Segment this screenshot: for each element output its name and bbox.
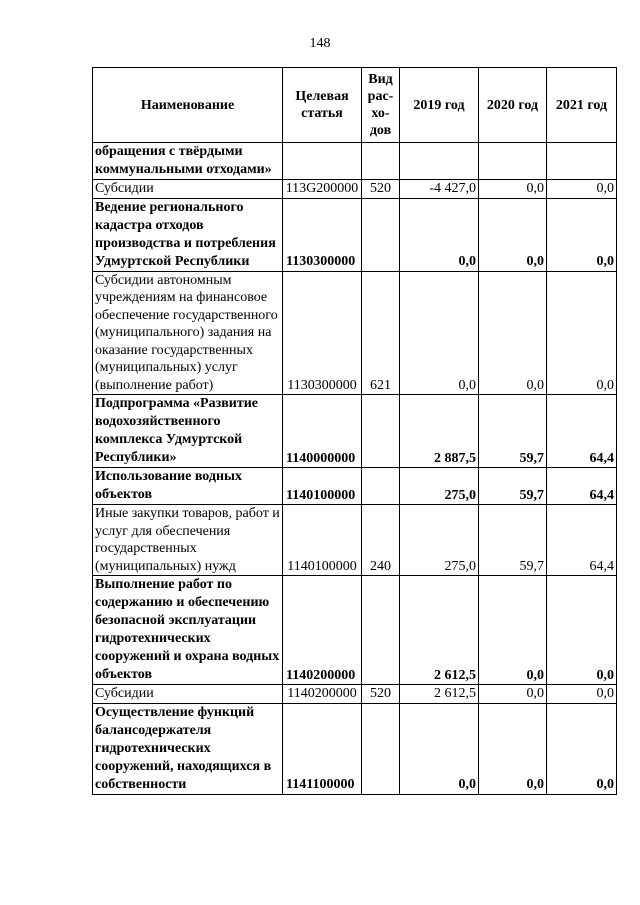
cell-2020: 0,0 xyxy=(479,198,547,271)
table-row xyxy=(93,271,617,395)
cell-2021: 64,4 xyxy=(547,395,617,468)
cell-name: Иные закупки товаров, работ и услуг для обеспечения государственных (муниципальных) нужд xyxy=(93,505,283,576)
cell-name: Осуществление функций балансодержателя гидротехнических сооружений, находящихся в собственности xyxy=(93,703,283,794)
cell-code: 1130300000 xyxy=(283,271,362,395)
cell-code xyxy=(283,143,362,180)
table-row xyxy=(93,198,617,271)
cell-name: Подпрограмма «Развитие водохозяйственного комплекса Удмуртской Республики» xyxy=(93,395,283,468)
table-row xyxy=(93,505,617,576)
cell-2019 xyxy=(400,143,479,180)
cell-code: 1130300000 xyxy=(283,198,362,271)
cell-name: Использование водных объектов xyxy=(93,468,283,505)
cell-code: 1140100000 xyxy=(283,505,362,576)
cell-name: обращения с твёрдыми коммунальными отходами» xyxy=(93,143,283,180)
cell-type xyxy=(362,395,400,468)
cell-2020: 0,0 xyxy=(479,576,547,685)
table-row xyxy=(93,576,617,685)
cell-code: 1140100000 xyxy=(283,468,362,505)
cell-name: Субсидии автономным учреждениям на финансовое обеспечение государственного (муниципального) задания на оказание государственных (муниципальных) услуг (выполнение работ) xyxy=(93,271,283,395)
cell-name: Субсидии xyxy=(93,685,283,704)
cell-2021: 64,4 xyxy=(547,505,617,576)
table-row xyxy=(93,468,617,505)
cell-2019: 0,0 xyxy=(400,271,479,395)
header-type: Вид рас-хо-дов xyxy=(362,68,400,143)
cell-2019: -4 427,0 xyxy=(400,180,479,199)
cell-name: Выполнение работ по содержанию и обеспечению безопасной эксплуатации гидротехнических сооружений и охрана водных объектов xyxy=(93,576,283,685)
cell-2021: 0,0 xyxy=(547,685,617,704)
cell-2021 xyxy=(547,143,617,180)
cell-2020: 59,7 xyxy=(479,468,547,505)
cell-type xyxy=(362,576,400,685)
cell-code: 1140000000 xyxy=(283,395,362,468)
table-header-row xyxy=(93,68,617,143)
cell-2021: 0,0 xyxy=(547,576,617,685)
cell-2021: 0,0 xyxy=(547,198,617,271)
page-number: 148 xyxy=(309,36,331,51)
cell-2019: 2 887,5 xyxy=(400,395,479,468)
cell-2020: 0,0 xyxy=(479,685,547,704)
cell-2020 xyxy=(479,143,547,180)
table-row xyxy=(93,703,617,794)
cell-type xyxy=(362,468,400,505)
cell-type: 240 xyxy=(362,505,400,576)
cell-type xyxy=(362,703,400,794)
cell-code: 113G200000 xyxy=(283,180,362,199)
cell-2020: 59,7 xyxy=(479,505,547,576)
header-2019: 2019 год xyxy=(400,68,479,143)
cell-2020: 59,7 xyxy=(479,395,547,468)
table-row xyxy=(93,143,617,180)
cell-code: 1141100000 xyxy=(283,703,362,794)
cell-code: 1140200000 xyxy=(283,685,362,704)
cell-2021: 0,0 xyxy=(547,703,617,794)
cell-2019: 275,0 xyxy=(400,468,479,505)
cell-type: 520 xyxy=(362,180,400,199)
cell-name: Субсидии xyxy=(93,180,283,199)
cell-type xyxy=(362,143,400,180)
cell-name: Ведение регионального кадастра отходов производства и потребления Удмуртской Республики xyxy=(93,198,283,271)
cell-type: 621 xyxy=(362,271,400,395)
table-row xyxy=(93,180,617,199)
budget-table xyxy=(92,67,617,795)
cell-code: 1140200000 xyxy=(283,576,362,685)
cell-2021: 0,0 xyxy=(547,271,617,395)
table-row xyxy=(93,685,617,704)
table-row xyxy=(93,395,617,468)
cell-2021: 64,4 xyxy=(547,468,617,505)
header-name: Наименование xyxy=(93,68,283,143)
cell-type xyxy=(362,198,400,271)
cell-2019: 2 612,5 xyxy=(400,576,479,685)
cell-2019: 2 612,5 xyxy=(400,685,479,704)
header-2020: 2020 год xyxy=(479,68,547,143)
cell-2019: 0,0 xyxy=(400,703,479,794)
cell-2021: 0,0 xyxy=(547,180,617,199)
table-body xyxy=(93,143,617,795)
header-2021: 2021 год xyxy=(547,68,617,143)
cell-type: 520 xyxy=(362,685,400,704)
header-code: Целевая статья xyxy=(283,68,362,143)
cell-2019: 275,0 xyxy=(400,505,479,576)
cell-2020: 0,0 xyxy=(479,271,547,395)
cell-2019: 0,0 xyxy=(400,198,479,271)
cell-2020: 0,0 xyxy=(479,703,547,794)
cell-2020: 0,0 xyxy=(479,180,547,199)
